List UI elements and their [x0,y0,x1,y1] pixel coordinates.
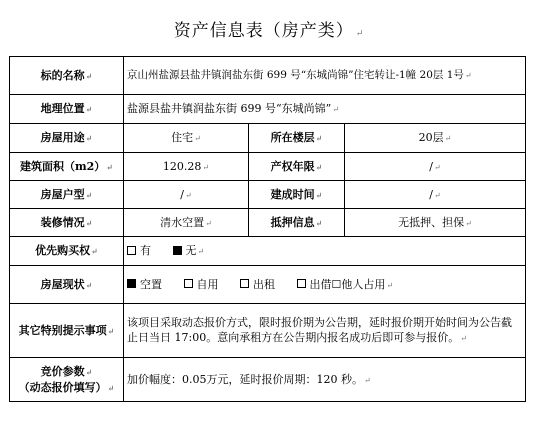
value-location: 盐源县盐井镇润盐东街 699 号“东城尚锦”↵ [124,95,526,124]
value-name: 京山州盐源县盐井镇润盐东街 699 号“东城尚锦”住宅转让-1幢 20层 1号↵ [124,57,526,95]
label-location: 地理位置↵ [10,95,124,124]
label-tenure: 产权年限↵ [249,153,345,181]
status-option-lend[interactable]: 出借☐他人占用↵ [297,277,394,293]
label-mortgage: 抵押信息↵ [249,209,345,237]
label-built: 建成时间↵ [249,181,345,209]
checkbox-checked-icon[interactable] [173,246,182,255]
row-decor [10,209,526,237]
checkbox-icon[interactable] [297,279,306,288]
checkbox-checked-icon[interactable] [127,279,136,288]
row-location [10,95,526,124]
page-title [0,16,538,41]
label-bid-sub: （动态报价填写）↵ [18,380,115,394]
checkbox-icon[interactable] [240,279,249,288]
label-status: 房屋现状↵ [10,266,124,304]
return-mark-icon: ↵ [355,29,365,39]
value-tenure: /↵ [345,153,526,181]
row-priority [10,237,526,266]
row-type [10,181,526,209]
value-type: /↵ [124,181,249,209]
checkbox-icon[interactable] [184,279,193,288]
value-notice: 该项目采取动态报价方式，限时报价期为公告期，延时报价期开始时间为公告截止日当日 17:00。意向承租方在公告期内报名成功后即可参与报价。↵ [124,304,526,358]
value-use: 住宅↵ [124,124,249,153]
title-text: 资产信息表（房产类） [173,21,354,41]
label-notice: 其它特别提示事项↵ [10,304,124,358]
value-mortgage: 无抵押、担保↵ [345,209,526,237]
label-bid-main: 竞价参数↵ [40,364,93,378]
value-decor: 清水空置↵ [124,209,249,237]
value-priority [124,237,526,266]
value-bid: 加价幅度：0.05万元，延时报价周期：120 秒。↵ [124,358,526,402]
value-built: /↵ [345,181,526,209]
checkbox-icon[interactable] [127,246,136,255]
label-floor: 所在楼层↵ [249,124,345,153]
row-status [10,266,526,304]
label-type: 房屋户型↵ [10,181,124,209]
asset-info-table [9,56,526,402]
value-status [124,266,526,304]
label-use: 房屋用途↵ [10,124,124,153]
status-option-selfuse[interactable]: 自用 [184,277,219,292]
value-floor: 20层↵ [345,124,526,153]
status-option-vacant[interactable]: 空置 [127,277,162,292]
label-priority: 优先购买权↵ [10,237,124,266]
value-area: 120.28↵ [124,153,249,181]
label-decor: 装修情况↵ [10,209,124,237]
label-bid [10,358,124,402]
priority-option-no[interactable]: 无↵ [173,243,205,259]
row-use [10,124,526,153]
row-bid [10,358,526,402]
status-option-rent[interactable]: 出租 [240,277,275,292]
row-area [10,153,526,181]
label-area: 建筑面积（m2）↵ [10,153,124,181]
priority-option-yes[interactable]: 有 [127,243,151,258]
row-notice [10,304,526,358]
row-name [10,57,526,95]
label-name: 标的名称↵ [10,57,124,95]
